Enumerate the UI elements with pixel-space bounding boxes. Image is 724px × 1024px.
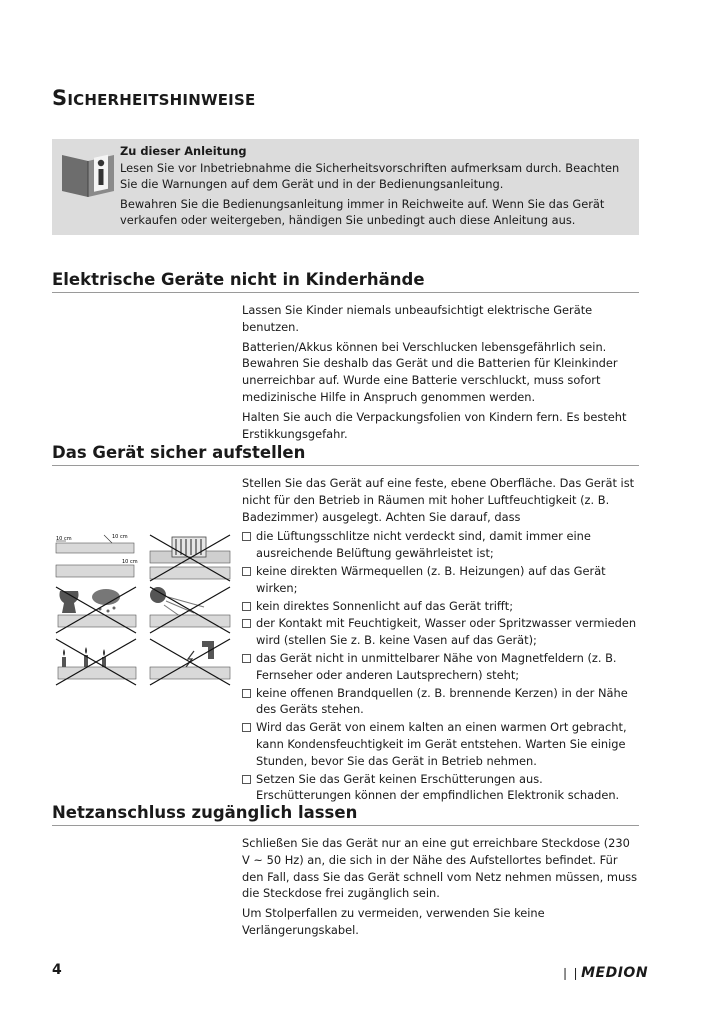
clearance-label-top: 10 cm: [112, 534, 128, 540]
section-heading-power: Netzanschluss zugänglich lassen: [52, 803, 639, 826]
checkbox-bullet-icon: [242, 567, 251, 576]
list-item: kein direktes Sonnenlicht auf das Gerät trifft;: [242, 598, 640, 615]
clearance-label-left: 10 cm: [56, 536, 72, 542]
paragraph: Lassen Sie Kinder niemals unbeaufsichtigt elektrische Geräte benutzen.: [242, 303, 593, 334]
info-paragraph: Bewahren Sie die Bedienungsanleitung immer in Reichweite auf. Wenn Sie das Gerät verkaufen oder weitergeben, händigen Sie unbedingt auch diese Anleitung aus.: [120, 196, 605, 228]
list-item: das Gerät nicht in unmittelbarer Nähe von Magnetfeldern (z. B. Fernseher oder anderen Lautsprechern) steht;: [242, 650, 640, 684]
brand-logo: ❘❘MEDION: [560, 965, 649, 981]
section-power-text: [242, 835, 640, 942]
info-heading: Zu dieser Anleitung: [120, 144, 247, 158]
checkbox-bullet-icon: [242, 775, 251, 784]
checkbox-bullet-icon: [242, 602, 251, 611]
list-item: die Lüftungsschlitze nicht verdeckt sind, damit immer eine ausreichende Belüftung gewährleistet ist;: [242, 528, 640, 562]
moisture-figure: [56, 587, 136, 633]
checkbox-bullet-icon: [242, 532, 251, 541]
page-number: 4: [52, 962, 62, 978]
list-item: keine offenen Brandquellen (z. B. brennende Kerzen) in der Nähe des Geräts stehen.: [242, 685, 640, 719]
clearance-label-right: 10 cm: [122, 559, 138, 565]
page-title: Sicherheitshinweise: [52, 86, 256, 110]
checkbox-bullet-icon: [242, 619, 251, 628]
list-item: Setzen Sie das Gerät keinen Erschütterungen aus. Erschütterungen können der empfindlichen Elektronik schaden.: [242, 771, 640, 805]
placement-warning-figures: [54, 533, 234, 693]
open-flame-figure: [56, 639, 136, 685]
setup-list: [242, 528, 640, 804]
magnetic-field-figure: [150, 639, 230, 685]
brand-logo-mark-icon: ❘❘: [560, 966, 582, 980]
list-item: keine direkten Wärmequellen (z. B. Heizungen) auf das Gerät wirken;: [242, 563, 640, 597]
section-heading-children: Elektrische Geräte nicht in Kinderhände: [52, 270, 639, 293]
section-children-text: [242, 302, 640, 445]
paragraph: Halten Sie auch die Verpackungsfolien von Kindern fern. Es besteht Erstikkungsgefahr.: [242, 409, 627, 441]
info-paragraph: Lesen Sie vor Inbetriebnahme die Sicherheitsvorschriften aufmerksam durch. Beachten Sie die Warnungen auf dem Gerät und in der Bedienungsanleitung.: [120, 160, 620, 192]
info-box: [52, 139, 639, 235]
paragraph: Stellen Sie das Gerät auf eine feste, ebene Oberfläche. Das Gerät ist nicht für den Betrieb in Räumen mit hoher Luftfeuchtigkeit (z. B. Badezimmer) ausgelegt. Achten Sie darauf, dass: [242, 476, 635, 524]
sunlight-figure: [150, 587, 230, 633]
section-setup-text: [242, 475, 640, 805]
checkbox-bullet-icon: [242, 689, 251, 698]
ventilation-clearance-figure: [56, 534, 138, 577]
info-book-icon: [60, 145, 116, 205]
paragraph: Um Stolperfallen zu vermeiden, verwenden Sie keine Verlängerungskabel.: [242, 906, 545, 937]
checkbox-bullet-icon: [242, 723, 251, 732]
list-item: der Kontakt mit Feuchtigkeit, Wasser oder Spritzwasser vermieden wird (stellen Sie z. B. keine Vasen auf das Gerät);: [242, 615, 640, 649]
paragraph: Schließen Sie das Gerät nur an eine gut erreichbare Steckdose (230 V ~ 50 Hz) an, die sich in der Nähe des Aufstellortes befindet. Für den Fall, dass Sie das Gerät schnell vom Netz nehmen müssen, muss die Steckdose frei zugänglich sein.: [242, 836, 638, 901]
checkbox-bullet-icon: [242, 654, 251, 663]
list-item: Wird das Gerät von einem kalten an einen warmen Ort gebracht, kann Kondensfeuchtigkeit im Gerät entstehen. Warten Sie einige Stunden, bevor Sie das Gerät in Betrieb nehmen.: [242, 719, 640, 769]
paragraph: Batterien/Akkus können bei Verschlucken lebensgefährlich sein. Bewahren Sie deshalb das Gerät und die Batterien für Kleinkinder unerreichbar auf. Wurde eine Batterie verschluckt, muss sofort medizinische Hilfe in Anspruch genommen werden.: [242, 339, 618, 404]
heat-source-figure: [150, 535, 230, 581]
section-heading-setup: Das Gerät sicher aufstellen: [52, 443, 639, 466]
